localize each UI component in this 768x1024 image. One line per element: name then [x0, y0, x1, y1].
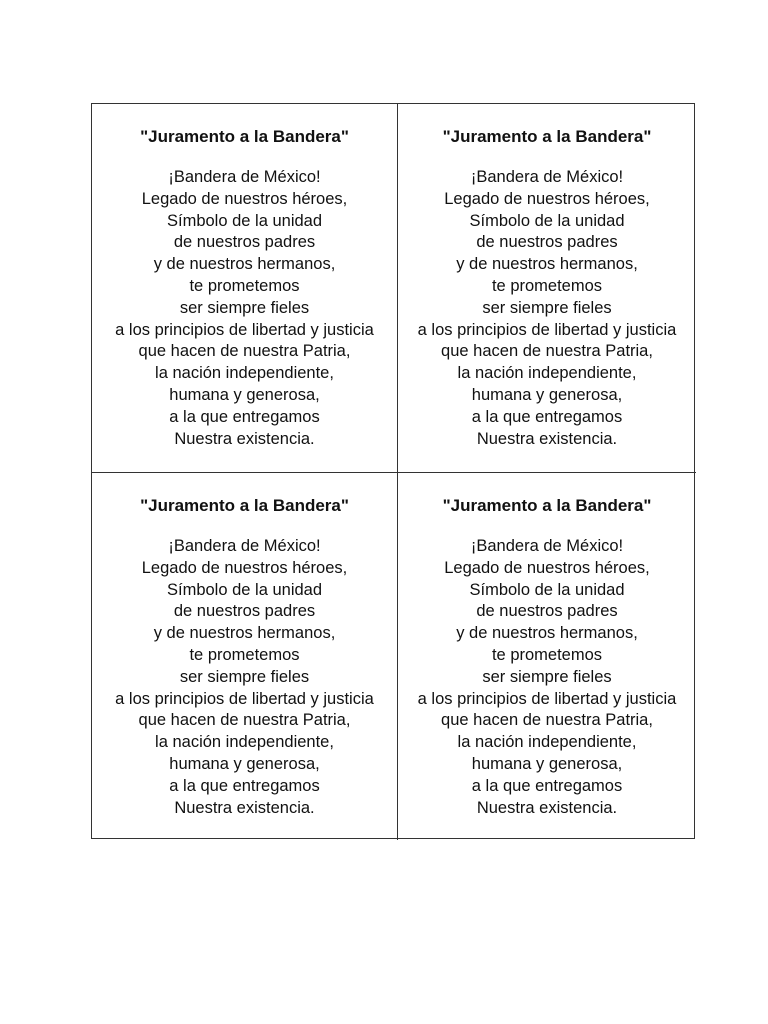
oath-line: a la que entregamos [471, 776, 623, 795]
oath-line: Nuestra existencia. [174, 798, 315, 817]
oath-line: Legado de nuestros héroes, [141, 558, 348, 577]
oath-line: humana y generosa, [169, 385, 320, 404]
oath-line: humana y generosa, [471, 385, 623, 404]
oath-line: te prometemos [491, 645, 603, 664]
oath-line: te prometemos [189, 645, 300, 664]
oath-line: la nación independiente, [155, 364, 334, 383]
oath-line: que hacen de nuestra Patria, [441, 342, 653, 361]
oath-line: y de nuestros hermanos, [153, 624, 336, 643]
oath-line: ¡Bandera de México! [168, 168, 321, 186]
oath-line: y de nuestros hermanos, [153, 255, 336, 274]
oath-line: ser siempre fieles [482, 298, 612, 317]
oath-line: que hacen de nuestra Patria, [441, 711, 653, 730]
oath-line: de nuestros padres [173, 233, 316, 252]
oath-card [92, 104, 398, 473]
oath-line: te prometemos [491, 276, 603, 295]
oath-line: humana y generosa, [471, 754, 623, 773]
oath-line: ser siempre fieles [482, 667, 612, 686]
oath-text [398, 536, 696, 819]
oath-line: a la que entregamos [471, 407, 623, 426]
card-title: "Juramento a la Bandera" [140, 127, 349, 146]
oath-line: de nuestros padres [476, 602, 618, 621]
oath-line: Símbolo de la unidad [166, 580, 323, 599]
card-title: "Juramento a la Bandera" [442, 127, 652, 146]
oath-line: y de nuestros hermanos, [456, 624, 638, 643]
oath-line: te prometemos [189, 276, 300, 295]
oath-line: a los principios de libertad y justicia [417, 320, 677, 339]
oath-line: la nación independiente, [457, 364, 637, 383]
oath-line: Legado de nuestros héroes, [444, 558, 650, 577]
oath-line: a los principios de libertad y justicia [115, 689, 374, 708]
oath-line: la nación independiente, [457, 733, 637, 752]
oath-card [398, 473, 696, 840]
oath-card-sheet [91, 103, 695, 839]
oath-line: ¡Bandera de México! [470, 168, 624, 186]
card-title: "Juramento a la Bandera" [442, 496, 652, 515]
oath-line: ser siempre fieles [179, 298, 310, 317]
oath-line: Legado de nuestros héroes, [141, 189, 348, 208]
oath-line: a la que entregamos [169, 776, 320, 795]
oath-text [92, 167, 397, 450]
oath-line: humana y generosa, [169, 754, 320, 773]
oath-line: de nuestros padres [476, 233, 618, 252]
oath-line: la nación independiente, [155, 733, 334, 752]
oath-line: Nuestra existencia. [476, 429, 618, 448]
oath-text [92, 536, 397, 819]
oath-line: a la que entregamos [169, 407, 320, 426]
oath-line: Nuestra existencia. [476, 798, 618, 817]
oath-text [398, 167, 696, 450]
oath-line: Símbolo de la unidad [469, 211, 625, 230]
oath-line: a los principios de libertad y justicia [115, 320, 374, 339]
oath-line: que hacen de nuestra Patria, [138, 342, 351, 361]
oath-line: ser siempre fieles [179, 667, 310, 686]
card-title: "Juramento a la Bandera" [140, 496, 349, 515]
oath-line: Legado de nuestros héroes, [444, 189, 650, 208]
oath-line: ¡Bandera de México! [168, 537, 321, 555]
oath-line: y de nuestros hermanos, [456, 255, 638, 274]
oath-line: a los principios de libertad y justicia [417, 689, 677, 708]
oath-line: Símbolo de la unidad [469, 580, 625, 599]
oath-card [398, 104, 696, 473]
oath-line: de nuestros padres [173, 602, 316, 621]
oath-line: que hacen de nuestra Patria, [138, 711, 351, 730]
oath-line: ¡Bandera de México! [470, 537, 624, 555]
oath-line: Nuestra existencia. [174, 429, 315, 448]
oath-line: Símbolo de la unidad [166, 211, 323, 230]
oath-card [92, 473, 398, 840]
